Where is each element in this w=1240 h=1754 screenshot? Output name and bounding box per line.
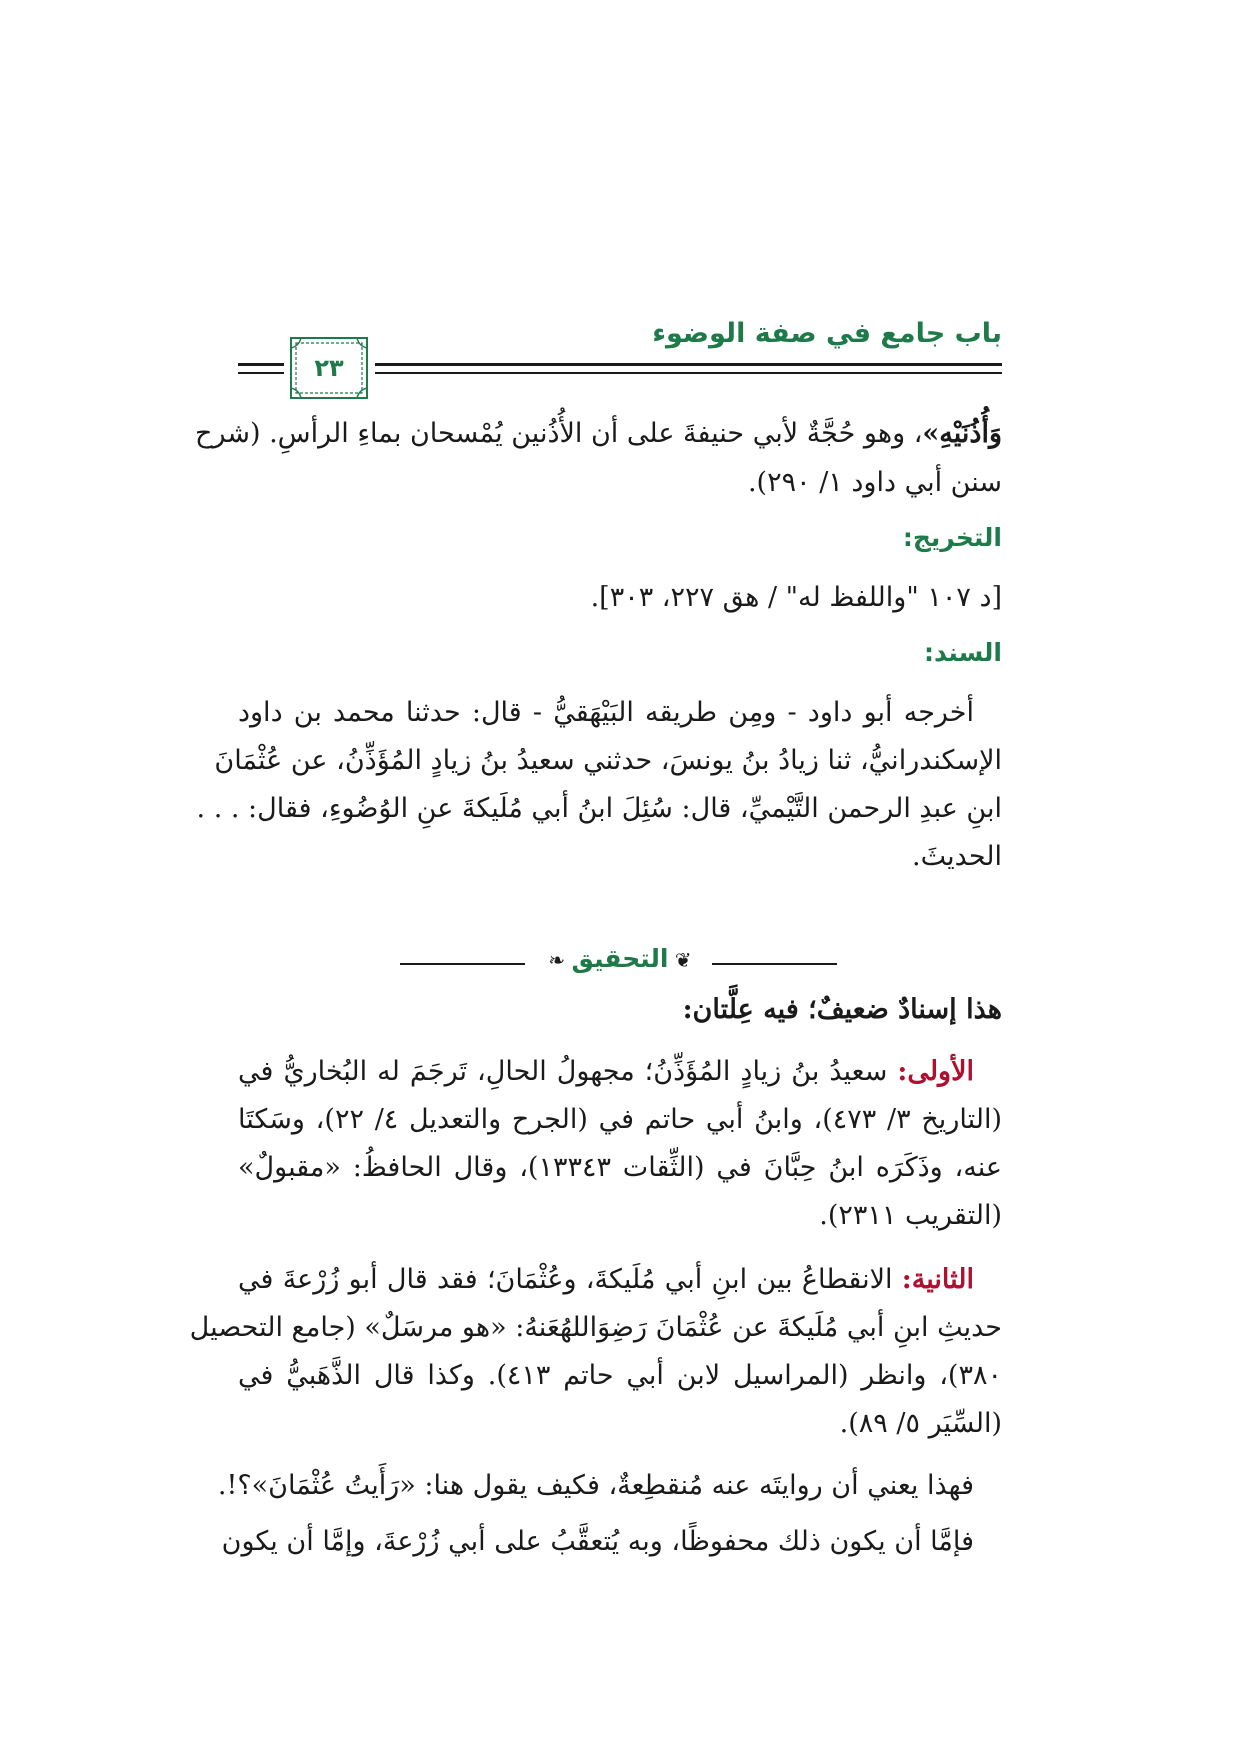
second-illa-text: الانقطاعُ بين ابنِ أبي مُلَيكةَ، وعُثْمَانَ؛ فقد قال أبو زُرْعةَ في — [238, 1264, 902, 1295]
header-rule — [375, 372, 1002, 374]
first-illa-line: (التقريب ٢٣١١). — [819, 1200, 1002, 1231]
second-illa-label: الثانية: — [901, 1264, 974, 1295]
chapter-title: باب جامع في صفة الوضوء — [652, 318, 1002, 349]
intro-line-text: ، وهو حُجَّةٌ لأبي حنيفةَ على أن الأُذُنين يُمْسحان بماءِ الرأسِ. (شرح — [195, 418, 923, 449]
verdict-line: هذا إسنادٌ ضعيفٌ؛ فيه عِلَّتان: — [682, 994, 1002, 1025]
sanad-line: ابنِ عبدِ الرحمن التَّيْميِّ، قال: سُئِلَ ابنُ أبي مُلَيكةَ عنِ الوُضُوءِ، فقال: . . . — [196, 793, 1002, 824]
takhrij-text: [د ١٠٧ "واللفظ له" / هق ٢٢٧، ٣٠٣]. — [590, 582, 1002, 613]
intro-line: سنن أبي داود ١/ ٢٩٠). — [747, 467, 1002, 498]
second-illa-line — [238, 1260, 1002, 1300]
ornament-icon: ❦ — [668, 948, 692, 972]
second-illa-line: ٣٨٠)، وانظر (المراسيل لابن أبي حاتم ٤١٣). وكذا قال الذَّهَبيُّ في — [238, 1360, 1002, 1391]
first-illa-line: (التاريخ ٣/ ٤٧٣)، وابنُ أبي حاتم في (الجرح والتعديل ٤/ ٢٢)، وسَكتَا — [238, 1104, 1002, 1135]
closing-line: فإمَّا أن يكون ذلك محفوظًا، وبه يُتعقَّبُ على أبي زُرْعةَ، وإمَّا أن يكون — [221, 1526, 974, 1557]
first-illa-line: عنه، وذَكَرَه ابنُ حِبَّانَ في (الثِّقات ١٣٣٤٣)، وقال الحافظُ: «مقبولٌ» — [238, 1152, 1002, 1183]
sanad-line: الحديثَ. — [912, 841, 1002, 872]
closing-line: فهذا يعني أن روايتَه عنه مُنقطِعةٌ، فكيف يقول هنا: «رَأَيتُ عُثْمَانَ»؟!. — [217, 1470, 974, 1501]
ornament-icon: ❧ — [548, 948, 572, 972]
second-illa-line: حديثِ ابنِ أبي مُلَيكةَ عن عُثْمَانَ رَضِوَاللهُعَنهُ: «هو مرسَلٌ» (جامع التحصيل — [189, 1312, 1002, 1343]
header-rule — [375, 363, 1002, 366]
header-rule — [238, 372, 284, 374]
tahqiq-heading: التحقيق — [571, 944, 669, 973]
first-illa-line — [238, 1052, 1002, 1092]
second-illa-line: (السِّيَر ٥/ ٨٩). — [839, 1408, 1002, 1439]
sanad-line: الإسكندرانيُّ، ثنا زيادُ بنُ يونسَ، حدثني سعيدُ بنُ زيادٍ المُؤَذِّنُ، عن عُثْمَانَ — [214, 745, 1002, 776]
tahqiq-divider — [0, 944, 1240, 973]
first-illa-label: الأولى: — [897, 1056, 974, 1087]
sanad-line: أخرجه أبو داود - ومِن طريقه البَيْهَقيُّ - قال: حدثنا محمد بن داود — [238, 697, 974, 728]
first-illa-text: سعيدُ بنُ زيادٍ المُؤَذِّنُ؛ مجهولُ الحالِ، تَرجَمَ له البُخاريُّ في — [238, 1056, 898, 1087]
takhrij-heading: التخريج: — [902, 523, 1002, 552]
page-number: ٢٣ — [314, 354, 344, 382]
header-rule — [238, 363, 284, 366]
intro-line — [195, 414, 1002, 454]
intro-bold-word: وَأُذُنَيْهِ» — [922, 418, 1002, 449]
sanad-heading: السند: — [923, 638, 1002, 667]
